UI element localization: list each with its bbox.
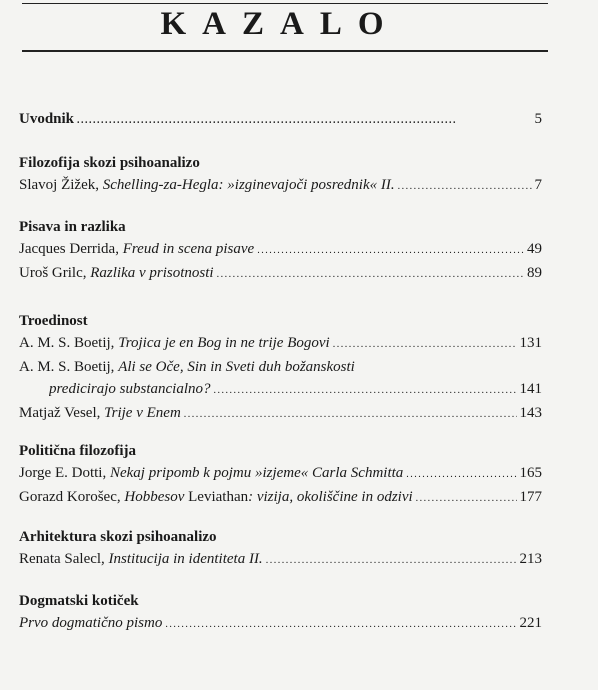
section-heading: Troedinost	[19, 313, 88, 329]
toc-section-troedinost	[19, 310, 542, 426]
toc-section-arhitektura	[19, 526, 542, 572]
entry-text	[19, 262, 524, 286]
title-underline	[22, 50, 548, 52]
entry-author: Jacques Derrida,	[19, 241, 123, 257]
toc-section-pisava	[19, 216, 542, 286]
entry-page-number: 177	[519, 489, 542, 505]
entry-text	[49, 378, 517, 402]
top-rule	[22, 3, 548, 4]
toc-entry[interactable]	[19, 262, 542, 286]
entry-text	[19, 612, 517, 636]
toc-entry[interactable]	[19, 462, 542, 486]
entry-author: Slavoj Žižek,	[19, 177, 103, 193]
entry-author: Gorazd Korošec,	[19, 489, 125, 505]
entry-text	[19, 238, 524, 262]
entry-page-number: 5	[534, 111, 542, 127]
toc-entry[interactable]	[19, 402, 542, 426]
section-heading: Dogmatski kotiček	[19, 593, 139, 609]
entry-title-plain: Leviathan	[184, 489, 249, 505]
entry-title: Prvo dogmatično pismo	[19, 615, 163, 631]
entry-title: Hobbesov	[124, 489, 185, 505]
entry-page-number: 165	[519, 465, 542, 481]
entry-text	[19, 486, 517, 510]
entry-title: Schelling-za-Hegla: »izginevajoči posrednik« II.	[102, 177, 395, 193]
entry-page-number: 213	[519, 551, 542, 567]
toc-entry-uvodnik[interactable]	[19, 108, 542, 132]
entry-author: A. M. S. Boetij,	[19, 359, 119, 375]
section-heading: Filozofija skozi psihoanalizo	[19, 155, 200, 171]
toc-entry[interactable]	[19, 612, 542, 636]
entry-title: Nekaj pripomb k pojmu »izjeme« Carla Schmitta	[109, 465, 404, 481]
entry-title: Razlika v prisotnosti	[90, 265, 214, 281]
entry-text	[19, 332, 517, 356]
toc-section-dogmatski	[19, 590, 542, 636]
entry-text	[19, 174, 532, 198]
entry-author: Matjaž Vesel,	[19, 405, 105, 421]
toc-entry-first-line[interactable]	[19, 356, 542, 378]
toc-entry[interactable]	[19, 174, 542, 198]
entry-title: Trojica je en Bog in ne trije Bogovi	[118, 335, 330, 351]
entry-title-continued: predicirajo substancialno?	[49, 381, 211, 397]
entry-author: Uroš Grilc,	[19, 265, 91, 281]
entry-page-number: 131	[519, 335, 542, 351]
toc-entry-continuation[interactable]	[19, 378, 542, 402]
section-heading: Politična filozofija	[19, 443, 137, 459]
entry-title: Ali se Oče, Sin in Sveti duh božanskosti	[118, 359, 355, 375]
entry-page-number: 221	[519, 615, 542, 631]
entry-page-number: 89	[527, 265, 542, 281]
entry-author: A. M. S. Boetij,	[19, 335, 119, 351]
entry-title: Trije v Enem	[104, 405, 181, 421]
entry-page-number: 49	[527, 241, 542, 257]
entry-text	[19, 462, 517, 486]
entry-title-tail: : vizija, okoliščine in odzivi	[248, 489, 413, 505]
entry-title: Uvodnik . . .	[19, 108, 532, 132]
entry-page-number: 141	[519, 381, 542, 397]
toc-section-politicna	[19, 440, 542, 510]
entry-page-number: 7	[534, 177, 542, 193]
entry-page-number: 143	[519, 405, 542, 421]
entry-author: Renata Salecl,	[19, 551, 109, 567]
toc-section-filozofija	[19, 152, 542, 198]
page-title: KAZALO	[160, 6, 400, 42]
toc-entry[interactable]	[19, 548, 542, 572]
section-heading: Arhitektura skozi psihoanalizo	[19, 529, 217, 545]
toc-section-uvodnik	[19, 108, 542, 132]
entry-title: Institucija in identiteta II.	[108, 551, 263, 567]
entry-author: Jorge E. Dotti,	[19, 465, 110, 481]
toc-entry[interactable]	[19, 486, 542, 510]
toc-entry[interactable]	[19, 332, 542, 356]
entry-text	[19, 548, 517, 572]
entry-text	[19, 402, 517, 426]
entry-title: Freud in scena pisave	[122, 241, 255, 257]
section-heading: Pisava in razlika	[19, 219, 126, 235]
toc-entry[interactable]	[19, 238, 542, 262]
